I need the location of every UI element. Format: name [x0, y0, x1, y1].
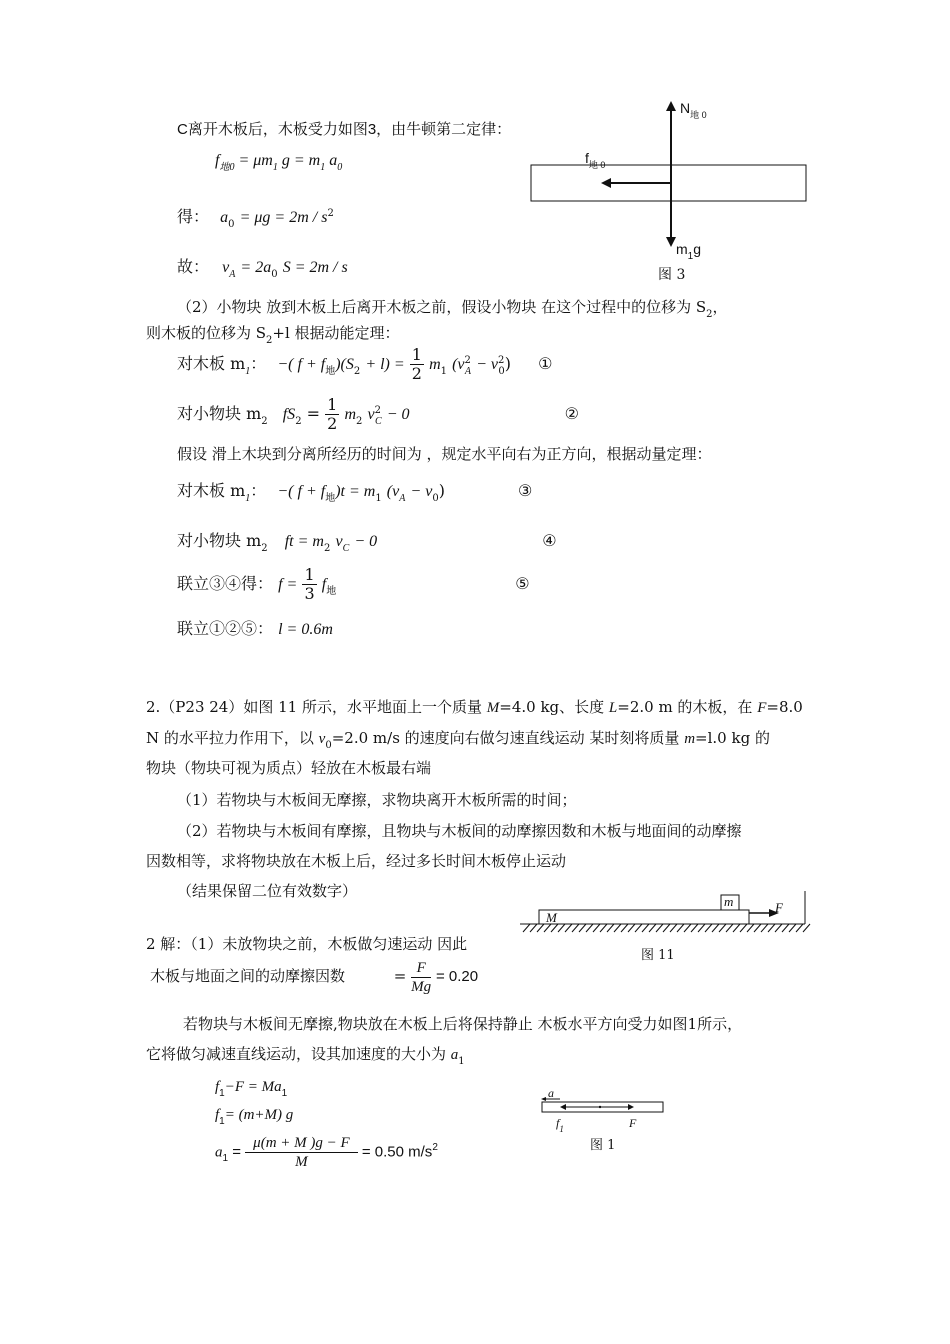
eq-mid: = 2a [240, 259, 272, 276]
label-f: f [585, 150, 589, 166]
label-a: a [548, 1086, 554, 1100]
eq-mid: ) [438, 481, 445, 500]
eq-mid: = [393, 967, 407, 985]
eq-mid: g = m [281, 152, 321, 169]
eq-sub: 2 [353, 366, 361, 377]
label-sub: 地 0 [690, 110, 707, 120]
eq-sub: 2 [261, 543, 268, 554]
eq-symbol: v [335, 533, 343, 550]
eq-label: 对木板 m [177, 354, 246, 373]
caption-text: 图 1 [590, 1138, 616, 1153]
para-text: =8.0 [766, 698, 803, 716]
symbol-sub: 1 [458, 1056, 465, 1067]
para-text: =4.0 kg、长度 [499, 698, 609, 716]
eq-symbol: a [220, 209, 229, 226]
eq-mid: (v [452, 356, 465, 373]
label-g: g [693, 241, 702, 257]
equation-friction-ground [215, 152, 343, 173]
label-N: N [680, 100, 691, 116]
eq-sub: 1 [440, 366, 447, 377]
eq-symbol: f [215, 1107, 220, 1123]
hatch-mark [768, 924, 775, 932]
hatch-mark [677, 924, 684, 932]
friction-arrowhead [601, 178, 611, 188]
eq-sub: 1 [222, 1153, 229, 1165]
eq-symbol: f [321, 576, 327, 593]
frac-num: 1 [411, 345, 422, 364]
eq-sub: 地0 [219, 162, 235, 173]
eq-label: 对木板 m [177, 481, 246, 500]
hatch-mark [656, 924, 663, 932]
eq-rest: = (m+M) g [224, 1107, 294, 1123]
eq-sub: 0 [228, 219, 235, 230]
solution-line2 [150, 958, 478, 996]
hatch-mark [740, 924, 747, 932]
hatch-mark [712, 924, 719, 932]
eq-value: = 0.50 m/s [361, 1143, 433, 1161]
eq-sup: 2 [498, 355, 505, 366]
eq-symbol: m [429, 356, 441, 373]
eq-mid: )(S [335, 356, 354, 373]
figure-11-diagram [515, 886, 815, 936]
intro-text: C离开木板后，木板受力如图3，由牛顿第二定律： [177, 121, 512, 138]
eq-sub: 1 [272, 162, 278, 173]
label-m: m [676, 241, 688, 257]
equation-combined-2 [177, 616, 333, 639]
eq-sub: 1 [375, 493, 382, 504]
figure-3-f-label [585, 150, 606, 170]
symbol: m [684, 731, 696, 747]
hatch-mark [726, 924, 733, 932]
eq-sub: 0 [271, 269, 278, 280]
eq-symbol: f [215, 1079, 220, 1095]
hatch-mark [628, 924, 635, 932]
hatch-mark [593, 924, 600, 932]
frac-den: M [295, 1154, 308, 1170]
eq-rest: l = 0.6m [278, 621, 333, 638]
para-text: （1）若物块与木板间无摩擦，求物块离开木板所需的时间； [177, 791, 577, 809]
equation-acceleration [177, 204, 334, 230]
eq-sub: 2 [356, 416, 363, 427]
eq-sub: 0 [337, 162, 343, 173]
solution-eq3 [215, 1134, 438, 1172]
normal-force-arrowhead [666, 101, 676, 111]
para-text: 2 解：（1）未放物块之前，木板做匀速运动 因此 [146, 935, 468, 953]
eq-sub: 地 [326, 586, 337, 597]
label-f: f [556, 1116, 560, 1130]
label-sub: 1 [559, 1124, 564, 1134]
ground-hatch [523, 924, 810, 932]
hatch-mark [775, 924, 782, 932]
eq-sub: 地 [325, 366, 336, 377]
problem2-line2 [146, 727, 770, 751]
solution-line1 [146, 933, 467, 954]
circled-mark: ③ [518, 481, 533, 500]
eq-label: 对小物块 m [177, 404, 262, 423]
para-text: 木板与地面之间的动摩擦因数 [150, 967, 346, 985]
hatch-mark [642, 924, 649, 932]
problem2-note [177, 880, 357, 901]
hatch-mark [663, 924, 670, 932]
eq-rest: − 0 [386, 406, 410, 423]
figure-3-mg-label [676, 241, 702, 262]
eq-sup: 2 [464, 355, 471, 366]
eq-sub: A [229, 269, 236, 280]
frac-num: F [411, 959, 431, 978]
figure-11-m-label [724, 894, 733, 910]
eq-symbol: v [367, 406, 375, 423]
hatch-mark [558, 924, 565, 932]
figure-3-diagram [525, 95, 815, 290]
symbol: L [608, 700, 618, 716]
para-text: +l 根据动能定理： [272, 324, 400, 342]
problem2-question2b [146, 850, 566, 871]
eq-sup: 2 [432, 1142, 438, 1154]
label-F: F [629, 1116, 637, 1130]
symbol: v [318, 731, 326, 747]
hatch-mark [579, 924, 586, 932]
eq-sub: C [342, 543, 350, 554]
eq-mid: (v [386, 483, 400, 500]
para-text: 物块（物块可视为质点）轻放在木板最右端 [146, 759, 432, 777]
eq-lhs: ft = m [284, 533, 324, 550]
hatch-mark [586, 924, 593, 932]
figure-11-caption [641, 944, 675, 963]
eq-mid: − v [476, 356, 499, 373]
eq-mid: = μm [238, 152, 273, 169]
para-text: 因数相等，求将物块放在木板上后，经过多长时间木板停止运动 [146, 852, 567, 870]
problem2-question1 [177, 789, 577, 810]
symbol: F [757, 700, 767, 716]
frac-den: Mg [411, 978, 432, 995]
eq-mid: = [232, 1143, 241, 1161]
hatch-mark [733, 924, 740, 932]
part2-para-line2 [146, 322, 400, 346]
eq-rest: S = 2m / s [282, 259, 348, 276]
eq-rest: − 0 [354, 533, 378, 550]
eq-label: 故： [177, 257, 210, 276]
equation-momentum-block [177, 528, 557, 554]
para-text: N 的水平拉力作用下，以 [146, 729, 319, 747]
fraction-half [410, 346, 424, 383]
hatch-mark [789, 924, 796, 932]
label-sub: 地 0 [588, 160, 606, 170]
eq-rest: = μg = 2m / s [239, 209, 328, 226]
figure-1-F-label [629, 1116, 636, 1131]
eq-lhs: fS [282, 406, 296, 423]
eq-lhs: −( f + f [277, 356, 326, 373]
eq-sub: 1 [219, 1088, 225, 1099]
circled-mark: ④ [542, 531, 557, 550]
symbol: a [450, 1047, 459, 1063]
center-dot [599, 1106, 601, 1108]
hatch-mark [782, 924, 789, 932]
hatch-mark [565, 924, 572, 932]
figure-3-caption [658, 264, 685, 284]
gravity-arrowhead [666, 237, 676, 247]
caption-text: 图 11 [641, 948, 675, 963]
frac-num: μ(m + M )g − F [245, 1134, 358, 1153]
circled-mark: ① [538, 354, 553, 373]
eq-value: = 0.20 [435, 968, 479, 985]
eq-sub: 1 [245, 366, 251, 377]
hatch-mark [649, 924, 656, 932]
eq-sup: 2 [327, 208, 334, 219]
force-arrowhead [628, 1104, 634, 1110]
figure-1-f-label [556, 1116, 564, 1134]
para-text: =2.0 m/s 的速度向右做匀速直线运动 某时刻将质量 [331, 729, 685, 747]
eq-sub: 2 [295, 416, 302, 427]
equation-energy-board [177, 346, 552, 385]
frac-den: 2 [327, 414, 338, 433]
eq-label: 联立③④得： [177, 574, 274, 593]
board-rect [539, 910, 749, 924]
para-text: 则木板的位移为 S [146, 324, 267, 342]
hatch-mark [607, 924, 614, 932]
figure-11-F-label [775, 900, 783, 916]
eq-symbol: a [215, 1144, 223, 1161]
figure-3-N-label [680, 100, 707, 120]
problem2-line1 [146, 696, 803, 717]
equation-energy-block [177, 396, 579, 435]
eq-sub: 0 [498, 366, 505, 377]
hatch-mark [523, 924, 530, 932]
eq-sub: C [374, 416, 382, 427]
hatch-mark [698, 924, 705, 932]
problem2-line3 [146, 757, 431, 778]
para-sub: 2 [266, 335, 273, 346]
para-text: （结果保留二位有效数字） [177, 882, 358, 900]
para-text: ， [712, 298, 728, 316]
circled-mark: ⑤ [515, 574, 530, 593]
hatch-mark [747, 924, 754, 932]
hatch-mark [530, 924, 537, 932]
para-text: （2）小物块 放到木板上后离开木板之前，假设小物块 在这个过程中的位移为 S [177, 298, 707, 316]
eq-symbol: f [215, 152, 220, 169]
frac-num: 1 [327, 395, 338, 414]
part1-intro [177, 118, 511, 139]
eq-label: 得： [177, 207, 210, 226]
eq-label: ： [250, 481, 267, 500]
solution-line4 [146, 1043, 465, 1067]
hatch-mark [684, 924, 691, 932]
eq-label: ： [250, 354, 267, 373]
hatch-mark [537, 924, 544, 932]
part2-para-line1 [177, 296, 728, 320]
eq-label: 对小物块 m [177, 531, 262, 550]
solution-eq2 [215, 1106, 294, 1127]
eq-sub: 1 [245, 493, 251, 504]
hatch-mark [796, 924, 803, 932]
eq-sup: 2 [374, 405, 381, 416]
hatch-mark [670, 924, 677, 932]
problem2-question2a [177, 820, 742, 841]
para-text: 2.（P23 24）如图 11 所示，水平地面上一个质量 [146, 698, 487, 716]
para-text: =l.0 kg 的 [695, 729, 770, 747]
eq-sub: 2 [323, 543, 331, 554]
frac-den: 2 [411, 364, 422, 383]
fraction-mu [411, 959, 431, 996]
eq-sub: A [399, 493, 406, 504]
figure-1-a-label [548, 1086, 554, 1101]
fraction-accel [245, 1134, 358, 1171]
symbol: M [486, 700, 500, 716]
para-text: 假设 滑上木块到分离所经历的时间为 ，规定水平向右为正方向，根据动量定理： [177, 445, 712, 463]
equation-velocity [177, 254, 348, 280]
hatch-mark [572, 924, 579, 932]
para-text: （2）若物块与木板间有摩擦，且物块与木板间的动摩擦因数和木板与地面间的动摩擦 [177, 822, 742, 840]
label-m: m [724, 894, 734, 909]
circled-mark: ② [564, 404, 579, 423]
eq-lhs: f = [278, 576, 298, 593]
solution-eq1 [215, 1078, 288, 1099]
eq-sub: 1 [320, 162, 326, 173]
eq-lhs: −( f + f [277, 483, 326, 500]
hatch-mark [635, 924, 642, 932]
figure-1-caption [590, 1134, 615, 1153]
label-F: F [775, 900, 783, 915]
hatch-mark [761, 924, 768, 932]
eq-symbol: a [329, 152, 338, 169]
figure-11-M-label [546, 910, 557, 926]
hatch-mark [719, 924, 726, 932]
eq-sub: 1 [219, 1116, 225, 1127]
eq-sub: 2 [261, 416, 268, 427]
para-text: 若物块与木板间无摩擦,物块放在木板上后将保持静止 木板水平方向受力如图1所示， [183, 1015, 743, 1033]
friction-arrowhead [560, 1104, 566, 1110]
symbol-sub: 0 [325, 740, 332, 751]
label-M: M [546, 910, 557, 925]
eq-symbol: m [344, 406, 356, 423]
hatch-mark [803, 924, 810, 932]
solution-line3 [183, 1013, 742, 1034]
eq-label: 联立①②⑤： [177, 619, 274, 638]
frac-num: 1 [304, 565, 315, 584]
eq-mid: ) [504, 354, 512, 373]
label-sub: 1 [687, 251, 694, 262]
para-text: =2.0 m 的木板，在 [617, 698, 758, 716]
hatch-mark [614, 924, 621, 932]
hatch-mark [754, 924, 761, 932]
caption-text: 图 3 [658, 267, 686, 283]
fraction-third [302, 566, 316, 603]
eq-sub: 0 [432, 493, 439, 504]
frac-den: 3 [304, 584, 315, 603]
eq-symbol: v [222, 259, 230, 276]
eq-mid: − v [410, 483, 433, 500]
equation-momentum-board [177, 478, 533, 504]
para-text: 它将做匀减速直线运动，设其加速度的大小为 [146, 1045, 451, 1063]
eq-mid: = [306, 404, 321, 423]
fraction-half [325, 396, 339, 433]
hatch-mark [621, 924, 628, 932]
hatch-mark [705, 924, 712, 932]
eq-rest: −F = Ma [224, 1079, 282, 1095]
accel-arrowhead [541, 1097, 546, 1101]
eq-sub: A [464, 366, 472, 377]
eq-mid: + l) = [365, 356, 405, 373]
hatch-mark [691, 924, 698, 932]
eq-sub: 1 [281, 1088, 288, 1099]
eq-sub: 地 [325, 493, 336, 504]
part2-para3 [177, 443, 712, 464]
hatch-mark [600, 924, 607, 932]
equation-combined-1 [177, 566, 530, 605]
para-sub: 2 [706, 309, 713, 320]
eq-mid: )t = m [335, 483, 376, 500]
